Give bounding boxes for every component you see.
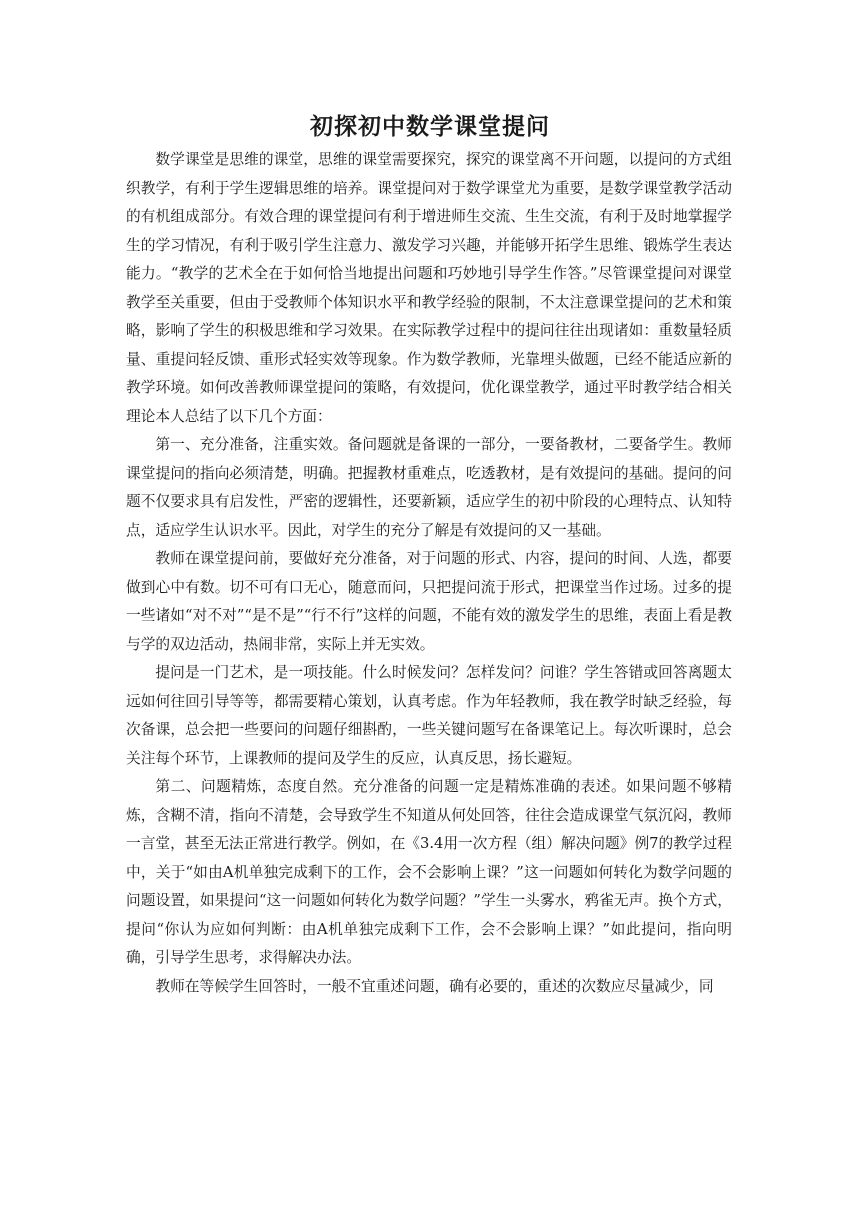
document-title: 初探初中数学课堂提问 bbox=[310, 114, 550, 140]
paragraph-second-point: 第二、问题精炼，态度自然。充分准备的问题一定是精炼准确的表述。如果问题不够精炼，含糊不清，指向不清楚，会导致学生不知道从何处回答，往往会造成课堂气氛沉闷，教师一言堂，甚至无法正常进行教学。例如，在《3.4用一次方程（组）解决问题》例7的教学过程中，关于“如由A机单独完成剩下的工作，会不会影响上课？”这一问题如何转化为数学问题的问题设置，如果提问“这一问题如何转化为数学问题？”学生一头雾水，鸦雀无声。换个方式，提问“你认为应如何判断：由A机单独完成剩下工作，会不会影响上课？”如此提问，指向明确，引导学生思考，求得解决办法。 bbox=[126, 778, 732, 966]
document-body bbox=[126, 146, 732, 1001]
paragraph-first-point: 第一、充分准备，注重实效。备问题就是备课的一部分，一要备教材，二要备学生。教师课堂提问的指向必须清楚，明确。把握教材重难点，吃透教材，是有效提问的基础。提问的问题不仅要求具有启发性，严密的逻辑性，还要新颖，适应学生的初中阶段的心理特点、认知特点，适应学生认识水平。因此，对学生的充分了解是有效提问的又一基础。 bbox=[126, 436, 732, 539]
paragraph-questioning-art: 提问是一门艺术，是一项技能。什么时候发问？怎样发问？问谁？学生答错或回答离题太远如何往回引导等等，都需要精心策划，认真考虑。作为年轻教师，我在教学时缺乏经验，每次备课，总会把一些要问的问题仔细斟酌，一些关键问题写在备课笔记上。每次听课时，总会关注每个环节，上课教师的提问及学生的反应，认真反思，扬长避短。 bbox=[126, 664, 732, 767]
paragraph-waiting: 教师在等候学生回答时，一般不宜重述问题，确有必要的，重述的次数应尽量减少，同 bbox=[155, 977, 714, 995]
paragraph-intro: 数学课堂是思维的课堂，思维的课堂需要探究，探究的课堂离不开问题，以提问的方式组织教学，有利于学生逻辑思维的培养。课堂提问对于数学课堂尤为重要，是数学课堂教学活动的有机组成部分。有效合理的课堂提问有利于增进师生交流、生生交流，有利于及时地掌握学生的学习情况，有利于吸引学生注意力、激发学习兴趣，并能够开拓学生思维、锻炼学生表达能力。“教学的艺术全在于如何恰当地提出问题和巧妙地引导学生作答。”尽管课堂提问对课堂教学至关重要，但由于受教师个体知识水平和教学经验的限制，不太注意课堂提问的艺术和策略，影响了学生的积极思维和学习效果。在实际教学过程中的提问往往出现诸如：重数量轻质量、重提问轻反馈、重形式轻实效等现象。作为数学教师，光靠埋头做题，已经不能适应新的教学环境。如何改善教师课堂提问的策略，有效提问，优化课堂教学，通过平时教学结合相关理论本人总结了以下几个方面： bbox=[126, 151, 732, 425]
paragraph-preparation: 教师在课堂提问前，要做好充分准备，对于问题的形式、内容，提问的时间、人选，都要做到心中有数。切不可有口无心，随意而问，只把提问流于形式，把课堂当作过场。过多的提一些诸如“对不对”“是不是”“行不行”这样的问题，不能有效的激发学生的思维，表面上看是教与学的双边活动，热闹非常，实际上并无实效。 bbox=[126, 550, 732, 653]
